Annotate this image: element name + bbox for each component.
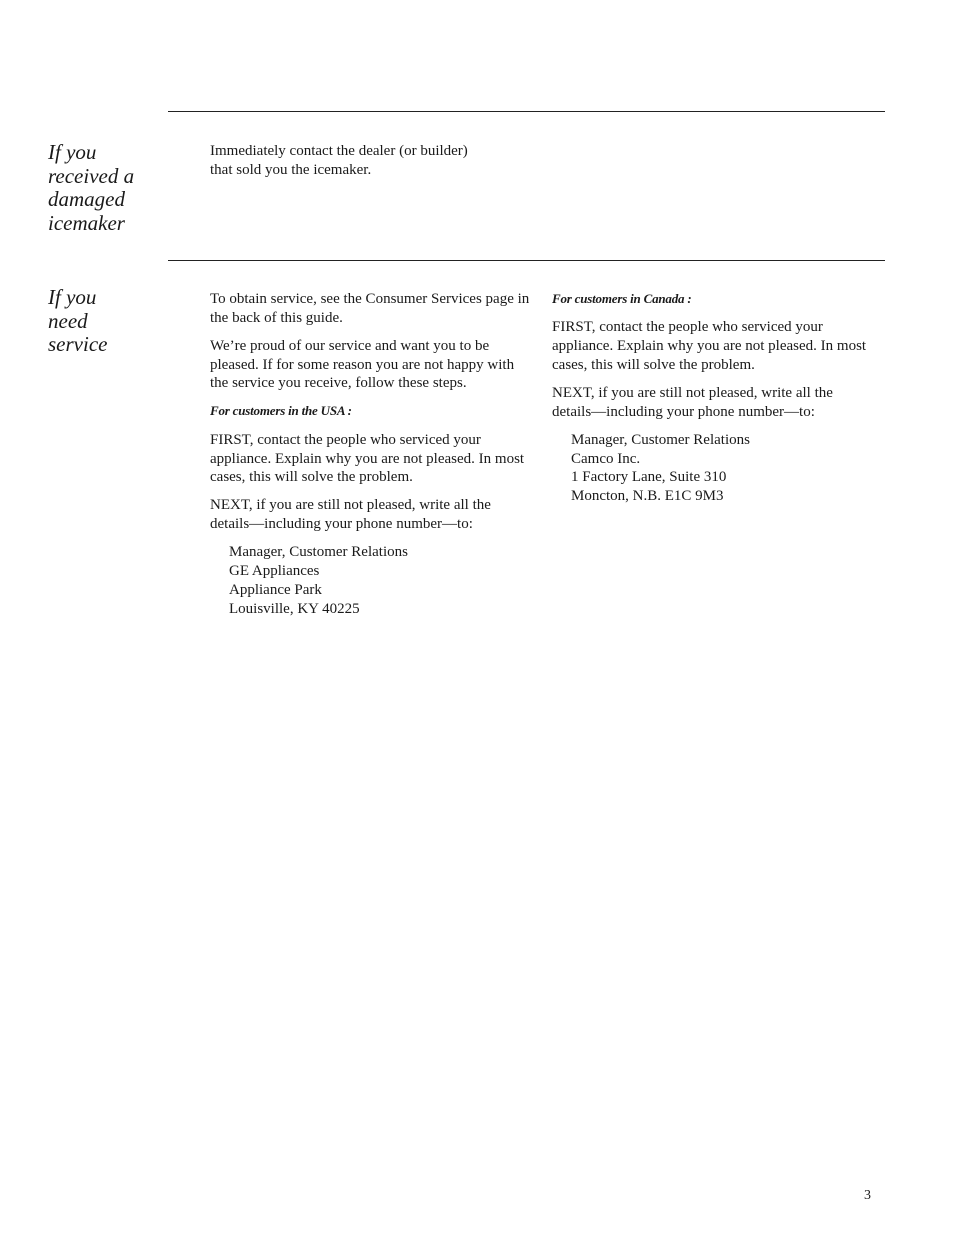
damaged-icemaker-heading	[48, 141, 163, 235]
service-proud-paragraph: We’re proud of our service and want you to be pleased. If for some reason you are not happy with the service you receive, follow these steps.	[210, 337, 515, 392]
address-line: Moncton, N.B. E1C 9M3	[571, 488, 724, 505]
damaged-instruction	[210, 142, 530, 180]
canada-customers-label: For customers in Canada :	[552, 291, 692, 306]
canada-next-step: NEXT, if you are still not pleased, write all the details—including your phone number—to:	[552, 384, 833, 420]
heading-line: If you	[48, 285, 97, 309]
service-intro: To obtain service, see the Consumer Services page in the back of this guide.	[210, 291, 530, 326]
heading-line: If you	[48, 140, 97, 164]
damaged-icemaker-body	[210, 142, 530, 189]
section-divider-top	[168, 111, 885, 112]
service-left-column	[210, 290, 532, 618]
address-line: Manager, Customer Relations	[571, 431, 750, 448]
body-line: Immediately contact the dealer (or builder)	[210, 143, 468, 159]
service-right-column	[552, 290, 874, 506]
address-line: GE Appliances	[229, 562, 320, 579]
address-line: Appliance Park	[229, 581, 322, 598]
address-line: 1 Factory Lane, Suite 310	[571, 469, 727, 486]
section-divider-middle	[168, 260, 885, 261]
heading-line: icemaker	[48, 210, 125, 235]
canada-first-step: FIRST, contact the people who serviced your appliance. Explain why you are not pleased. In most cases, this will solve the problem.	[552, 319, 867, 373]
usa-first-step: FIRST, contact the people who serviced your appliance. Explain why you are not pleased. In most cases, this will solve the problem.	[210, 431, 525, 486]
usa-customers-label: For customers in the USA :	[210, 403, 352, 419]
heading-line: received a	[48, 163, 135, 188]
body-line: that sold you the icemaker.	[210, 161, 372, 178]
usa-next-step: NEXT, if you are still not pleased, write all the details—including your phone number—to:	[210, 497, 491, 533]
usa-mailing-address	[229, 543, 532, 618]
address-line: Manager, Customer Relations	[229, 544, 408, 561]
heading-line: damaged	[48, 187, 125, 211]
address-line: Camco Inc.	[571, 450, 641, 467]
address-line: Louisville, KY 40225	[229, 600, 360, 617]
heading-line: need	[48, 308, 88, 333]
canada-mailing-address	[571, 431, 874, 506]
need-service-heading	[48, 286, 163, 357]
heading-line: service	[48, 332, 108, 356]
page-number: 3	[864, 1188, 871, 1203]
